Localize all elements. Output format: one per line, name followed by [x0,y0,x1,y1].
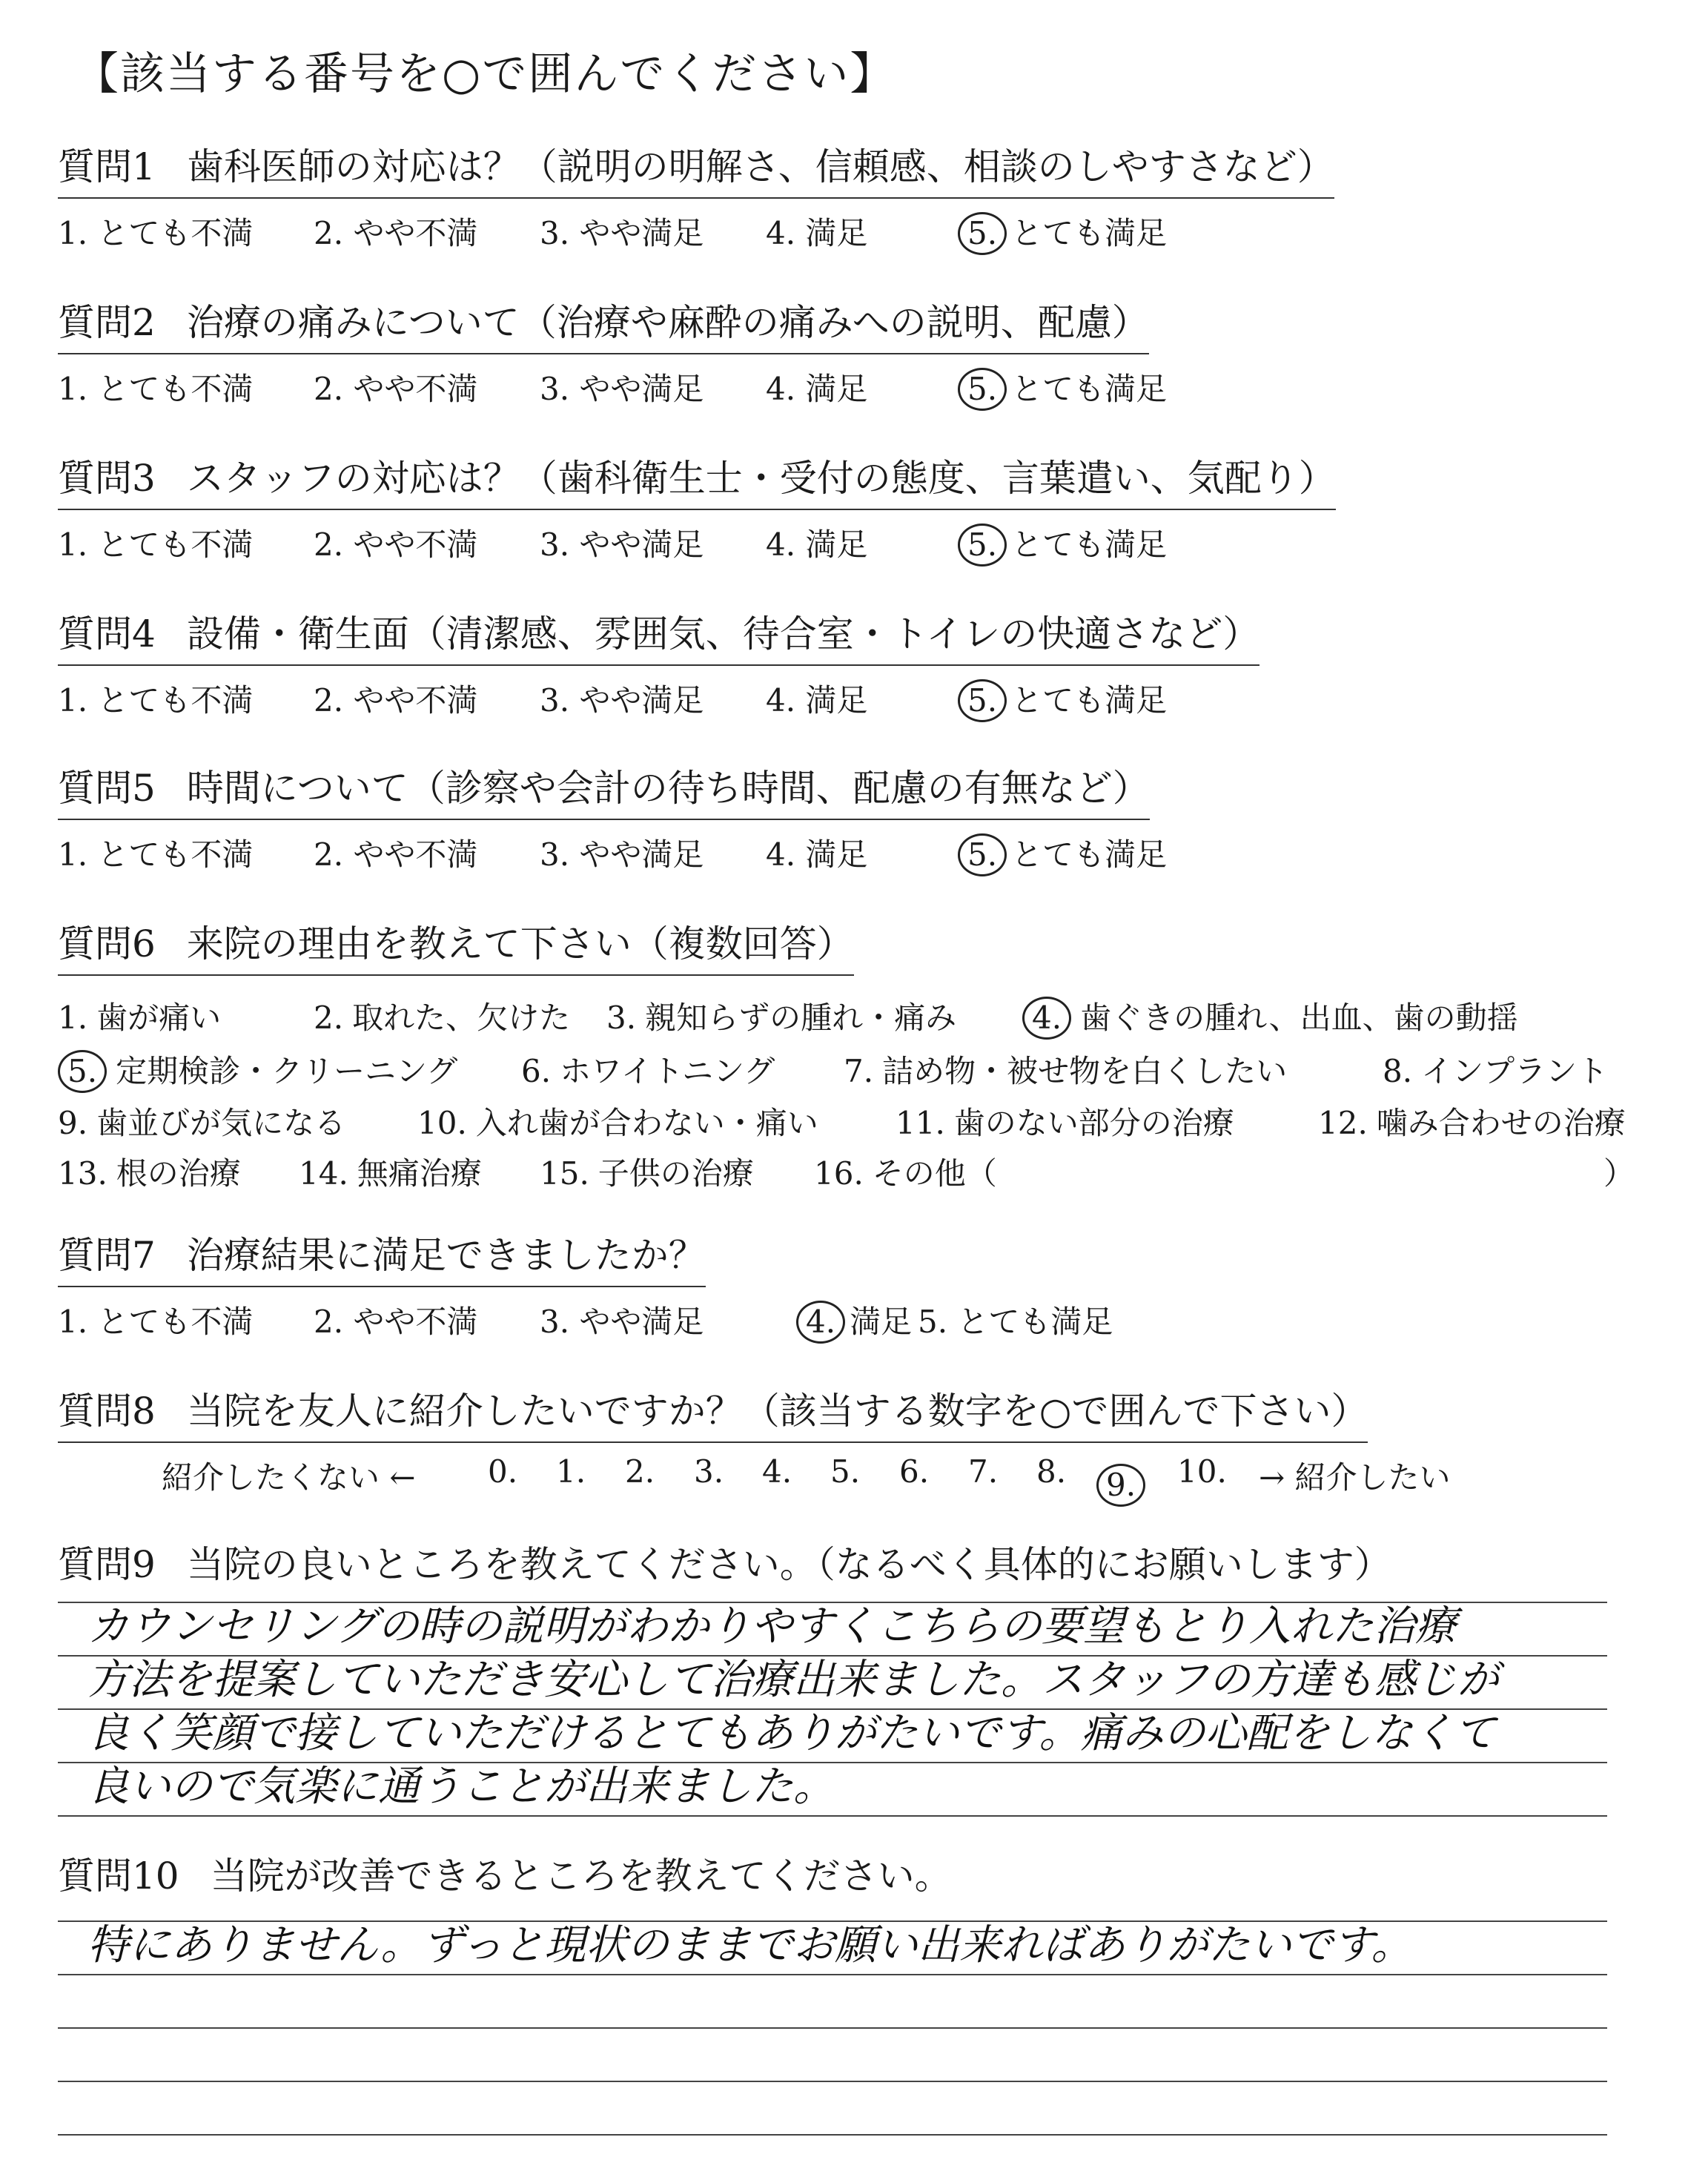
question-number: 質問6 [58,922,156,965]
scale-10[interactable]: 10. [1177,1453,1227,1490]
reason-12[interactable]: 12. 噛み合わせの治療 [1318,1105,1626,1141]
option-2[interactable]: 2. やや不満 [314,371,478,407]
question-text: 時間について（診察や会計の待ち時間、配慮の有無など） [186,767,1150,810]
question-text: 設備・衛生面（清潔感、雰囲気、待合室・トイレの快適さなど） [186,612,1260,655]
rating-options [58,199,1674,258]
question-5-heading [58,762,1150,820]
question-3-heading [58,452,1336,510]
option-5[interactable]: 5. とても満足 [918,1304,1113,1340]
selected-circle-mark: 5. [958,212,1007,255]
option-4[interactable]: 4. 満足 [766,836,868,873]
reason-1[interactable]: 1. 歯が痛い [58,1000,222,1036]
question-number: 質問8 [58,1390,156,1433]
scale-1[interactable]: 1. [556,1453,586,1490]
reason-5-selected[interactable]: 5. 定期検診・クリーニング [68,1047,457,1093]
reason-15[interactable]: 15. 子供の治療 [540,1155,754,1192]
question-number: 質問7 [58,1234,156,1277]
reason-9[interactable]: 9. 歯並びが気になる [58,1105,346,1141]
option-4[interactable]: 4. 満足 [766,215,868,251]
ruled-line [58,2134,1607,2136]
option-4[interactable]: 4. 満足 [766,682,868,719]
option-1[interactable]: 1. とても不満 [58,371,254,407]
option-3[interactable]: 3. やや満足 [540,215,704,251]
rating-options [58,666,1674,725]
handwritten-answer-line-3: 良く笑顔で接していただけるとてもありがたいです。痛みの心配をしなくて [87,1709,1496,1757]
option-2[interactable]: 2. やや不満 [314,1304,478,1340]
question-number: 質問4 [58,612,156,655]
question-6 [58,918,1674,1198]
other-close-paren: ） [1603,1155,1635,1192]
option-5-selected[interactable]: 5. とても満足 [968,209,1167,255]
option-2[interactable]: 2. やや不満 [314,526,478,563]
rating-options [58,820,1674,879]
question-number: 質問2 [58,301,156,344]
scale-4[interactable]: 4. [762,1453,792,1490]
question-4-heading [58,608,1260,666]
reason-3[interactable]: 3. 親知らずの腫れ・痛み [606,1000,957,1036]
question-7 [58,1229,1674,1347]
question-6-heading [58,918,854,976]
question-number: 質問10 [58,1855,179,1898]
question-text: 治療結果に満足できましたか？ [186,1234,706,1277]
option-3[interactable]: 3. やや満足 [540,526,704,563]
handwritten-answer-line-4: 良いので気楽に通うことが出来ました。 [87,1763,835,1811]
question-number: 質問5 [58,767,156,810]
question-text: 歯科医師の対応は？（説明の明解さ、信頼感、相談のしやすさなど） [186,145,1334,188]
question-number: 質問9 [58,1543,156,1586]
reason-6[interactable]: 6. ホワイトニング [521,1053,775,1089]
selected-circle-mark: 5. [958,679,1007,722]
scale-0[interactable]: 0. [488,1453,518,1490]
option-4[interactable]: 4. 満足 [766,371,868,407]
option-1[interactable]: 1. とても不満 [58,1304,254,1340]
rating-options [58,1287,1674,1347]
question-text: 当院の良いところを教えてください。（なるべく具体的にお願いします） [186,1543,1391,1586]
selected-circle-mark: 5. [958,524,1007,567]
reason-2[interactable]: 2. 取れた、欠けた [314,1000,571,1036]
reason-10[interactable]: 10. 入れ歯が合わない・痛い [417,1105,818,1141]
option-2[interactable]: 2. やや不満 [314,836,478,873]
question-10-answer-area[interactable] [58,1920,1607,2136]
scale-7[interactable]: 7. [968,1453,999,1490]
reason-options [58,976,1674,1198]
rating-options [58,354,1674,414]
handwritten-answer-line-2: 方法を提案していただき安心して治療出来ました。スタッフの方達も感じが [87,1656,1499,1704]
handwritten-answer-line-1: カウンセリングの時の説明がわかりやすくこちらの要望もとり入れた治療 [87,1602,1457,1651]
question-number: 質問1 [58,145,156,188]
question-1 [58,141,1674,258]
option-3[interactable]: 3. やや満足 [540,371,704,407]
reason-11[interactable]: 11. 歯のない部分の治療 [896,1105,1234,1141]
question-9 [58,1539,1674,1595]
ruled-line [58,2027,1607,2029]
rating-options [58,510,1674,569]
option-1[interactable]: 1. とても不満 [58,215,254,251]
question-text: 来院の理由を教えて下さい（複数回答） [186,922,854,965]
question-8 [58,1385,1674,1502]
question-10 [58,1850,1674,1906]
option-1[interactable]: 1. とても不満 [58,836,254,873]
option-5-selected[interactable]: 5. とても満足 [968,521,1167,567]
handwritten-answer-line-1: 特にありません。ずっと現状のままでお願い出来ればありがたいです。 [87,1921,1413,1969]
option-3[interactable]: 3. やや満足 [540,682,704,719]
scale-right-label: → 紹介したい [1259,1459,1451,1496]
question-text: 当院が改善できるところを教えてください。 [210,1855,952,1898]
question-text: スタッフの対応は？（歯科衛生士・受付の態度、言葉遣い、気配り） [186,457,1336,500]
option-3[interactable]: 3. やや満足 [540,836,704,873]
reason-16[interactable]: 16. その他（ [814,1155,997,1192]
question-3 [58,452,1674,569]
reason-14[interactable]: 14. 無痛治療 [299,1155,482,1192]
question-8-heading [58,1385,1368,1443]
scale-3[interactable]: 3. [694,1453,724,1490]
selected-circle-mark: 5. [958,833,1007,876]
question-5 [58,762,1674,879]
question-10-heading [58,1850,952,1906]
selected-circle-mark: 5. [958,368,1007,411]
reason-7[interactable]: 7. 詰め物・被せ物を白くしたい [844,1053,1288,1089]
option-1[interactable]: 1. とても不満 [58,682,254,719]
option-5-selected[interactable]: 5. とても満足 [968,365,1167,411]
question-number: 質問3 [58,457,156,500]
option-5-selected[interactable]: 5. とても満足 [968,676,1167,722]
scale-6[interactable]: 6. [899,1453,930,1490]
question-9-answer-area[interactable] [58,1602,1607,1817]
scale-left-label: 紹介したくない ← [162,1459,416,1496]
scale-2[interactable]: 2. [625,1453,655,1490]
selected-circle-mark: 4. [796,1301,845,1344]
selected-circle-mark: 4. [1022,997,1071,1040]
option-4[interactable]: 4. 満足 [766,526,868,563]
option-5-selected[interactable]: 5. とても満足 [968,830,1167,876]
form-title: 【該当する番号を○で囲んでください】 [74,48,896,100]
selected-circle-mark: 5. [58,1050,107,1093]
question-7-heading [58,1229,706,1287]
question-text: 治療の痛みについて（治療や麻酔の痛みへの説明、配慮） [186,301,1149,344]
question-4 [58,608,1674,725]
ruled-line [58,2081,1607,2082]
option-3[interactable]: 3. やや満足 [540,1304,704,1340]
option-1[interactable]: 1. とても不満 [58,526,254,563]
question-text: 当院を友人に紹介したいですか？（該当する数字を○で囲んで下さい） [186,1390,1368,1433]
recommend-scale [58,1443,1674,1502]
option-2[interactable]: 2. やや不満 [314,215,478,251]
selected-circle-mark: 9. [1096,1464,1145,1507]
scale-5[interactable]: 5. [830,1453,861,1490]
option-2[interactable]: 2. やや不満 [314,682,478,719]
reason-8[interactable]: 8. インプラント [1383,1053,1609,1089]
question-1-heading [58,141,1334,199]
reason-13[interactable]: 13. 根の治療 [58,1155,241,1192]
question-9-heading [58,1539,1391,1595]
reason-4-selected[interactable]: 4. 歯ぐきの腫れ、出血、歯の動揺 [1033,994,1518,1040]
scale-8[interactable]: 8. [1036,1453,1067,1490]
question-2 [58,297,1674,414]
option-4-selected[interactable]: 4. 満足 [807,1298,912,1344]
question-2-heading [58,297,1149,354]
